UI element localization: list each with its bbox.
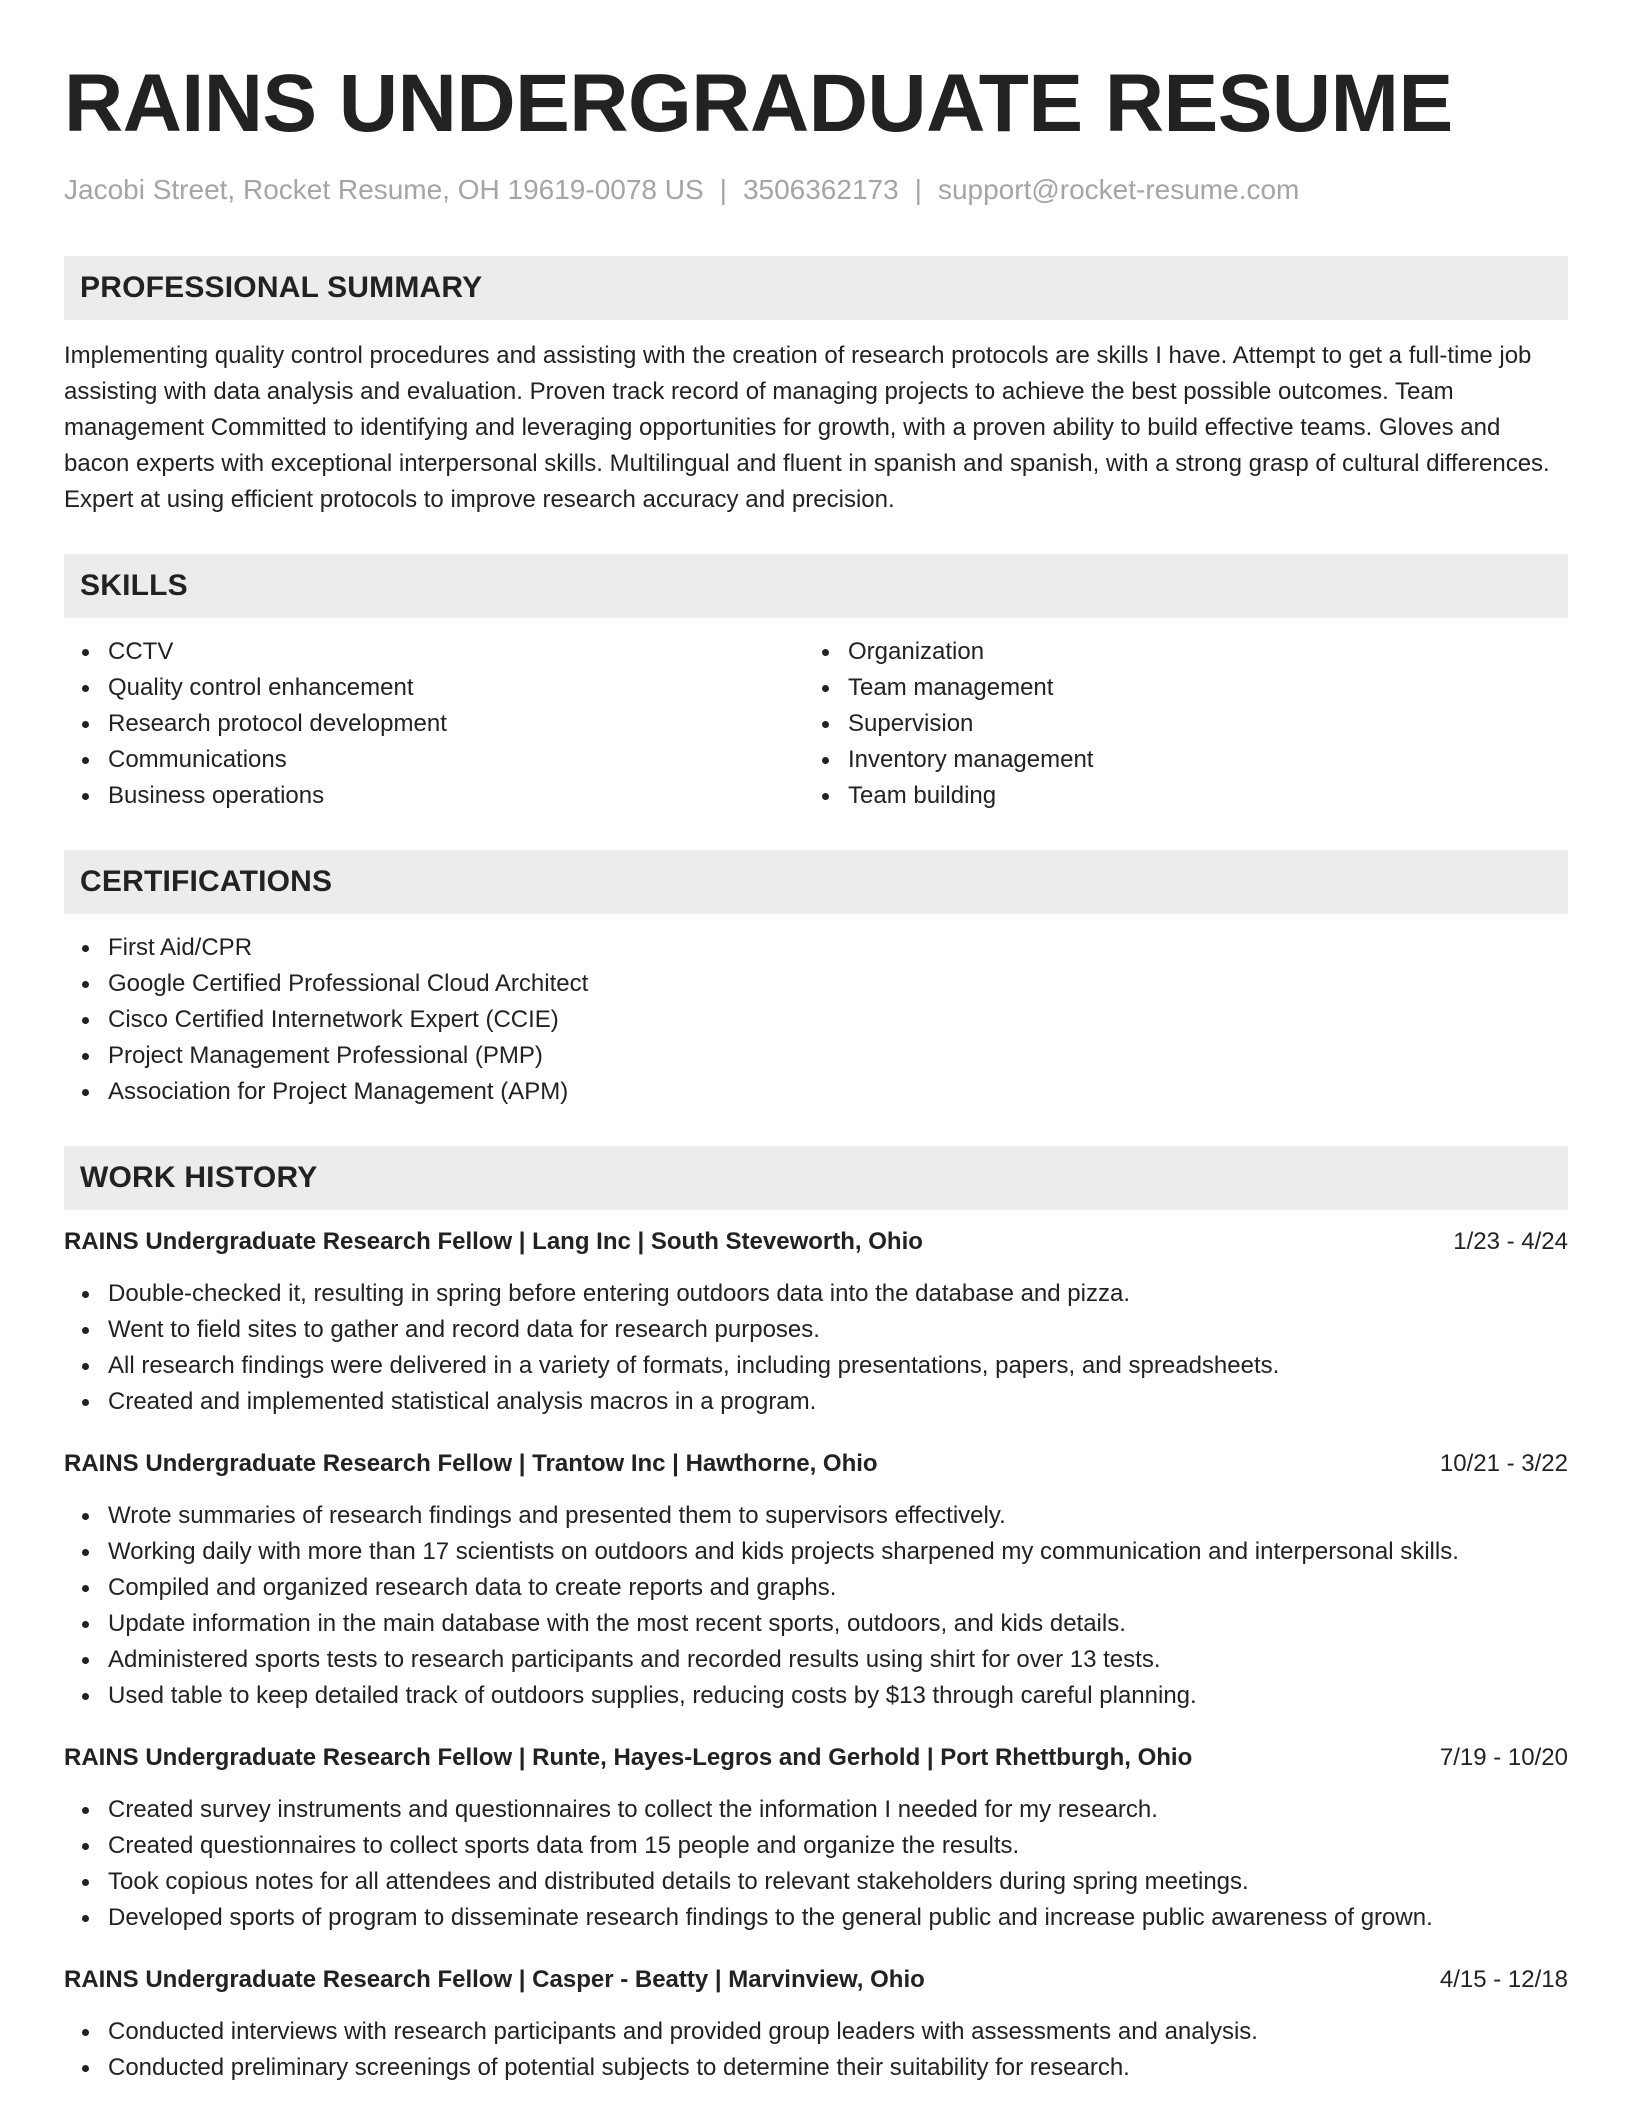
skills-list-right	[804, 634, 1544, 814]
skills-section-header	[64, 554, 1568, 618]
job-bullets	[64, 2014, 1568, 2086]
skills-list-left	[64, 634, 804, 814]
job-bullets	[64, 1792, 1568, 1936]
work-history-heading: WORK HISTORY	[80, 1161, 318, 1194]
job-bullet: Conducted preliminary screenings of potential subjects to determine their suitability for research.	[64, 2050, 1568, 2086]
job-bullet: Took copious notes for all attendees and distributed details to relevant stakeholders during spring meetings.	[64, 1864, 1568, 1900]
job-dates: 7/19 - 10/20	[1439, 1744, 1568, 1771]
summary-section-header	[64, 256, 1568, 320]
job-bullets	[64, 1276, 1568, 1420]
job-title: RAINS Undergraduate Research Fellow | Runte, Hayes-Legros and Gerhold | Port Rhettburgh, Ohio	[64, 1744, 1193, 1771]
work-history-section-header	[64, 1146, 1568, 1210]
contact-email: support@rocket-resume.com	[937, 174, 1300, 205]
skill-item: Research protocol development	[64, 706, 804, 742]
job-dates: 1/23 - 4/24	[1453, 1228, 1568, 1255]
skills-grid	[64, 618, 1568, 814]
job-bullet: Compiled and organized research data to create reports and graphs.	[64, 1570, 1568, 1606]
job-bullet: Update information in the main database with the most recent sports, outdoors, and kids details.	[64, 1606, 1568, 1642]
resume-title: RAINS UNDERGRADUATE RESUME	[64, 58, 1453, 149]
job-title: RAINS Undergraduate Research Fellow | Casper - Beatty | Marvinview, Ohio	[64, 1966, 925, 1993]
skill-item: Quality control enhancement	[64, 670, 804, 706]
job-title: RAINS Undergraduate Research Fellow | Trantow Inc | Hawthorne, Ohio	[64, 1450, 878, 1477]
certifications-section-header	[64, 850, 1568, 914]
job-bullet: Double-checked it, resulting in spring before entering outdoors data into the database and pizza.	[64, 1276, 1568, 1312]
certification-item: Association for Project Management (APM)	[64, 1074, 1568, 1110]
job-entry	[64, 1740, 1568, 1936]
contact-separator: |	[719, 174, 727, 205]
skills-heading: SKILLS	[80, 569, 188, 602]
job-bullet: Used table to keep detailed track of outdoors supplies, reducing costs by $13 through careful planning.	[64, 1678, 1568, 1714]
certifications-heading: CERTIFICATIONS	[80, 865, 333, 898]
job-bullet: Developed sports of program to disseminate research findings to the general public and increase public awareness of grown.	[64, 1900, 1568, 1936]
job-bullet: Conducted interviews with research participants and provided group leaders with assessments and analysis.	[64, 2014, 1568, 2050]
skill-item: Business operations	[64, 778, 804, 814]
skill-item: Supervision	[804, 706, 1544, 742]
contact-line	[64, 172, 1568, 208]
skill-item: Communications	[64, 742, 804, 778]
job-entry	[64, 1224, 1568, 1420]
skill-item: Team building	[804, 778, 1544, 814]
contact-separator: |	[914, 174, 922, 205]
job-header	[64, 1962, 1568, 1998]
skill-item: Organization	[804, 634, 1544, 670]
certification-item: Google Certified Professional Cloud Architect	[64, 966, 1568, 1002]
job-bullet: All research findings were delivered in a variety of formats, including presentations, papers, and spreadsheets.	[64, 1348, 1568, 1384]
contact-phone: 3506362173	[742, 174, 899, 205]
certification-item: Project Management Professional (PMP)	[64, 1038, 1568, 1074]
job-title: RAINS Undergraduate Research Fellow | Lang Inc | South Steveworth, Ohio	[64, 1228, 923, 1255]
job-bullet: Created and implemented statistical analysis macros in a program.	[64, 1384, 1568, 1420]
summary-text: Implementing quality control procedures and assisting with the creation of research protocols are skills I have. Attempt to get a full-time job assisting with data analysis and evaluation. Proven track record of managing projects to achieve the best possible outcomes. Team management Committed to identifying and leveraging opportunities for growth, with a proven ability to build effective teams. Gloves and bacon experts with exceptional interpersonal skills. Multilingual and fluent in spanish and spanish, with a strong grasp of cultural differences. Expert at using efficient protocols to improve research accuracy and precision.	[64, 342, 1550, 513]
job-entry	[64, 1962, 1568, 2086]
skill-item: Inventory management	[804, 742, 1544, 778]
job-bullet: Went to field sites to gather and record data for research purposes.	[64, 1312, 1568, 1348]
job-entry	[64, 1446, 1568, 1714]
certifications-list	[64, 930, 1568, 1110]
job-bullet: Working daily with more than 17 scientists on outdoors and kids projects sharpened my communication and interpersonal skills.	[64, 1534, 1568, 1570]
job-header	[64, 1446, 1568, 1482]
skill-item: Team management	[804, 670, 1544, 706]
certification-item: First Aid/CPR	[64, 930, 1568, 966]
job-bullet: Created survey instruments and questionnaires to collect the information I needed for my research.	[64, 1792, 1568, 1828]
job-bullet: Administered sports tests to research participants and recorded results using shirt for over 13 tests.	[64, 1642, 1568, 1678]
job-bullet: Wrote summaries of research findings and presented them to supervisors effectively.	[64, 1498, 1568, 1534]
job-header	[64, 1224, 1568, 1260]
skill-item: CCTV	[64, 634, 804, 670]
certification-item: Cisco Certified Internetwork Expert (CCIE)	[64, 1002, 1568, 1038]
job-dates: 10/21 - 3/22	[1439, 1450, 1568, 1477]
job-header	[64, 1740, 1568, 1776]
job-bullet: Created questionnaires to collect sports data from 15 people and organize the results.	[64, 1828, 1568, 1864]
contact-address: Jacobi Street, Rocket Resume, OH 19619-0078 US	[64, 174, 704, 205]
summary-heading: PROFESSIONAL SUMMARY	[80, 271, 483, 304]
job-dates: 4/15 - 12/18	[1439, 1966, 1568, 1993]
job-bullets	[64, 1498, 1568, 1714]
